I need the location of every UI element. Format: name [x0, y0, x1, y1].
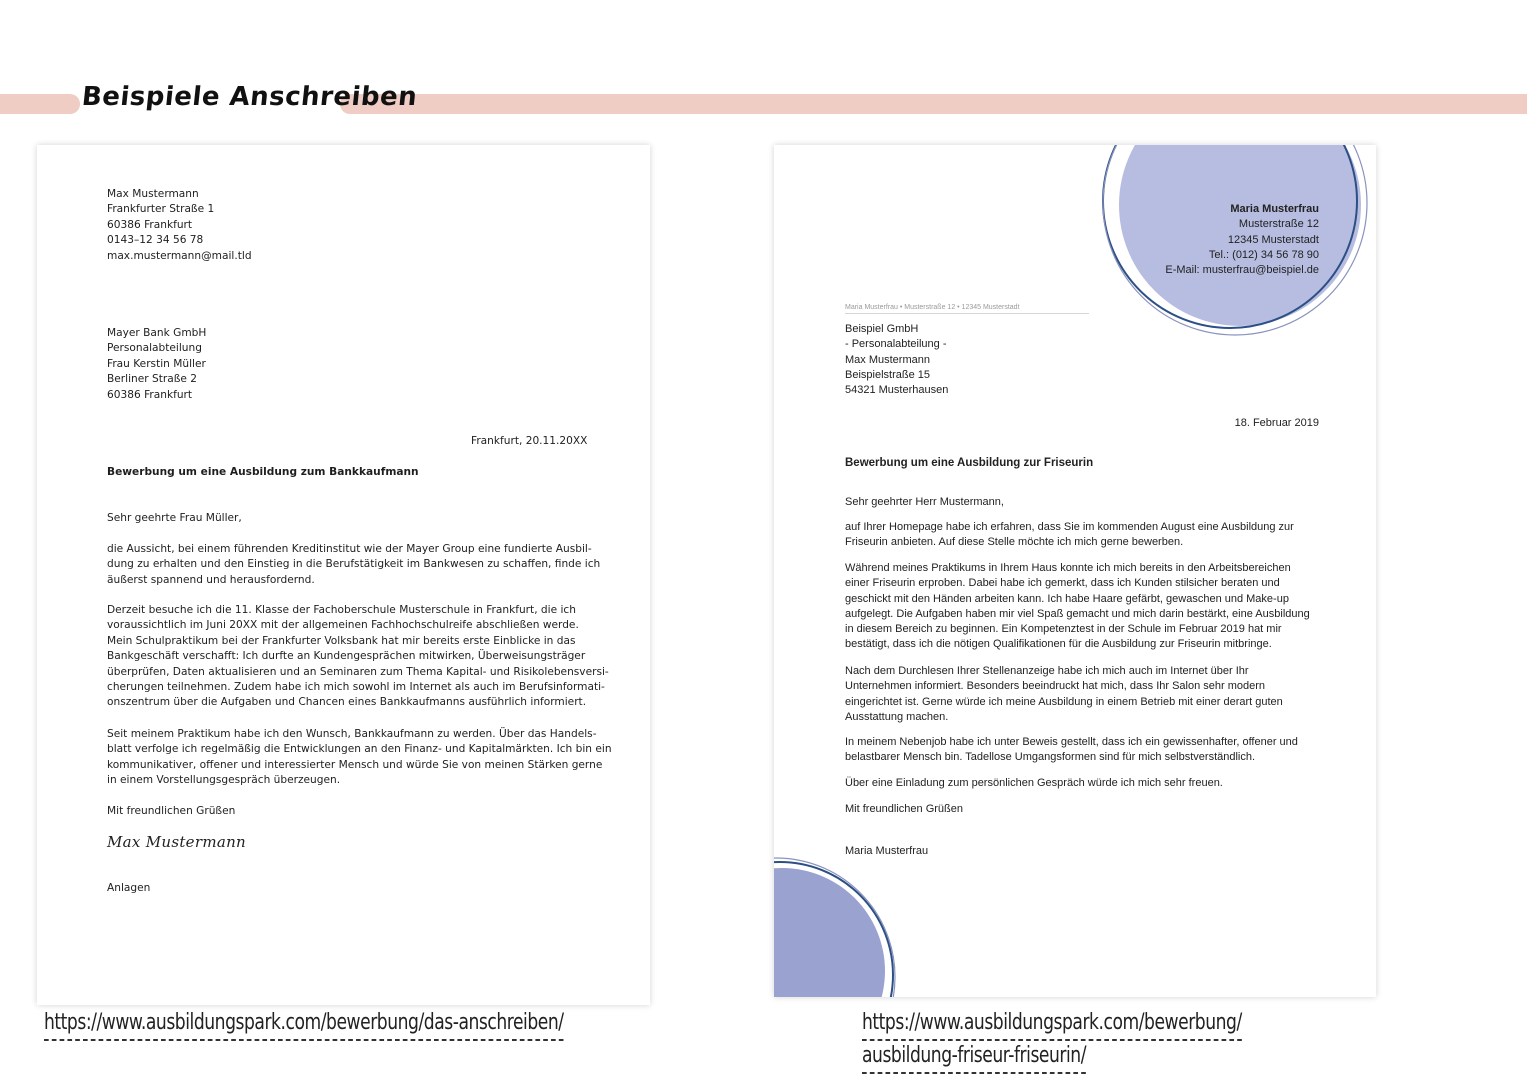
letter-paragraph	[845, 561, 1310, 653]
sender-phone: Tel.: (012) 34 56 78 90	[1208, 248, 1319, 261]
paragraph-line: in diesem Bereich zu beginnen. Ein Kompetenztest in der Schule im Februar 2019 hat mir	[845, 623, 1282, 636]
letter-closing: Mit freundlichen Grüßen	[107, 805, 236, 817]
paragraph-line: cherungen teilnehmen. Zudem habe ich mich sowohl im Internet als auch im Berufsinformati-	[107, 681, 605, 694]
signature: Max Mustermann	[107, 833, 247, 851]
signature: Maria Musterfrau	[845, 845, 929, 857]
letter-date: 18. Februar 2019	[1234, 417, 1319, 429]
paragraph-line: Ausstattung machen.	[845, 710, 949, 723]
paragraph-line: Nach dem Durchlesen Ihrer Stellenanzeige habe ich mich auch im Internet über Ihr	[845, 665, 1249, 677]
sender-address-block	[1165, 202, 1319, 278]
letter-paragraph	[107, 727, 612, 789]
letter-paragraph	[845, 735, 1298, 766]
letter-enclosures: Anlagen	[107, 882, 151, 894]
source-link-line[interactable]: ausbildung-friseur-friseurin/	[862, 1041, 1086, 1074]
recipient-line: Berliner Straße 2	[107, 373, 198, 386]
recipient-line: 60386 Frankfurt	[107, 388, 193, 401]
sender-line: Max Mustermann	[107, 188, 199, 200]
letter-example-bankkaufmann	[37, 145, 650, 1005]
paragraph-line: Über eine Einladung zum persönlichen Gespräch würde ich mich sehr freuen.	[845, 777, 1223, 789]
paragraph-line: eingerichtet ist. Gerne würde ich meine Ausbildung in einem Betrieb mit einer derart guten	[845, 695, 1283, 708]
paragraph-line: die Aussicht, bei einem führenden Kreditinstitut wie der Mayer Group eine fundierte Ausbil-	[107, 543, 592, 555]
source-link-right[interactable]	[862, 1008, 1242, 1074]
paragraph-line: überprüfen, Daten aktualisieren und an Seminaren zum Thema Kapital- und Risikolebensversi-	[107, 665, 609, 678]
paragraph-line: Derzeit besuche ich die 11. Klasse der Fachoberschule Musterschule in Frankfurt, die ich	[107, 604, 576, 616]
page-title: Beispiele Anschreiben	[80, 82, 419, 112]
sender-line: max.mustermann@mail.tld	[107, 249, 252, 262]
paragraph-line: Seit meinem Praktikum habe ich den Wunsch, Bankkaufmann zu werden. Über das Handels-	[107, 728, 597, 740]
letter-date: Frankfurt, 20.11.20XX	[471, 435, 588, 447]
letter-paragraph	[845, 664, 1283, 725]
paragraph-line: Bankgeschäft verschafft: Ich durfte an Kundengesprächen mitwirken, Überweisungsträger	[107, 650, 586, 663]
sender-line: Frankfurter Straße 1	[107, 203, 215, 216]
paragraph-line: Unternehmen informiert. Besonders beeindruckt hat mich, dass Ihr Salon sehr modern	[845, 680, 1266, 693]
recipient-address-block	[845, 322, 948, 398]
recipient-line: Frau Kerstin Müller	[107, 357, 206, 370]
paragraph-line: auf Ihrer Homepage habe ich erfahren, dass Sie im kommenden August eine Ausbildung zur	[845, 521, 1294, 533]
recipient-line: Personalabteilung	[107, 342, 202, 355]
source-link-left[interactable]	[44, 1008, 564, 1041]
paragraph-line: bestätigt, dass ich die nötigen Qualifikationen für die Ausbildung zur Friseurin mitbringe.	[845, 638, 1272, 651]
recipient-line: 54321 Musterhausen	[845, 384, 949, 397]
source-link-line[interactable]: https://www.ausbildungspark.com/bewerbung/das-anschreiben/	[44, 1008, 564, 1041]
sender-street: Musterstraße 12	[1238, 218, 1319, 231]
paragraph-line: voraussichtlich im Juni 20XX mit der allgemeinen Fachhochschulreife abschließen werde.	[107, 619, 579, 632]
paragraph-line: aufgelegt. Die Aufgaben haben mir viel Spaß gemacht und mich darin bestärkt, eine Ausbildung	[845, 607, 1310, 620]
sender-line: 60386 Frankfurt	[107, 218, 193, 231]
recipient-line: Beispiel GmbH	[845, 323, 919, 335]
letter-subject: Bewerbung um eine Ausbildung zum Bankkaufmann	[107, 466, 419, 478]
sender-name: Maria Musterfrau	[1230, 203, 1319, 215]
sender-email: E-Mail: musterfrau@beispiel.de	[1165, 264, 1319, 277]
letter-paragraph	[107, 542, 600, 588]
bottom-circle-fill	[774, 868, 885, 997]
paragraph-line: äußerst spannend und herausfordernd.	[107, 573, 315, 586]
paragraph-line: belastbarer Mensch bin. Tadellose Umgangsformen sind für mich selbstverständlich.	[845, 751, 1256, 764]
letter-example-friseurin	[774, 145, 1376, 997]
letter-paragraph	[107, 603, 609, 711]
recipient-address-block	[107, 326, 206, 403]
recipient-line: - Personalabteilung -	[845, 338, 947, 351]
paragraph-line: einer Friseurin erproben. Dabei habe ich gemerkt, dass ich Kunden stilsicher beraten und	[845, 577, 1280, 590]
paragraph-line: Mein Schulpraktikum bei der Frankfurter Volksbank hat mir bereits erste Einblicke in das	[107, 634, 576, 647]
letter-paragraph	[845, 776, 1223, 791]
sender-address-block	[107, 187, 252, 264]
source-link-line[interactable]: https://www.ausbildungspark.com/bewerbung/	[862, 1008, 1242, 1041]
paragraph-line: Während meines Praktikums in Ihrem Haus konnte ich mich bereits in den Arbeitsbereichen	[845, 562, 1291, 574]
paragraph-line: Friseurin anbieten. Auf diese Stelle möchte ich mich gerne bewerben.	[845, 536, 1184, 549]
letter-closing: Mit freundlichen Grüßen	[845, 803, 963, 815]
paragraph-line: dung zu erhalten und den Einstieg in die Berufstätigkeit im Bankwesen zu schaffen, finde ich	[107, 558, 601, 571]
paragraph-line: kommunikativer, offener und interessierter Mensch und würde Sie von meinen Stärken gerne	[107, 758, 603, 771]
paragraph-line: onszentrum über die Aufgaben und Chancen eines Bankkaufmanns ausführlich informiert.	[107, 696, 587, 709]
paragraph-line: in einem Vorstellungsgespräch überzeugen.	[107, 774, 341, 787]
header-band-left	[0, 94, 80, 114]
letter-salutation: Sehr geehrter Herr Mustermann,	[845, 496, 1004, 508]
recipient-line: Max Mustermann	[845, 353, 930, 366]
sender-city: 12345 Musterstadt	[1227, 233, 1319, 246]
paragraph-line: In meinem Nebenjob habe ich unter Beweis gestellt, dass ich ein gewissenhafter, offener und	[845, 736, 1298, 748]
header-band-right	[340, 94, 1527, 114]
return-address-line: Maria Musterfrau • Musterstraße 12 • 12345 Musterstadt	[845, 304, 1089, 314]
recipient-line: Mayer Bank GmbH	[107, 327, 207, 339]
sender-line: 0143–12 34 56 78	[107, 234, 204, 247]
paragraph-line: blatt verfolge ich regelmäßig die Entwicklungen an den Finanz- und Kapitalmärkten. Ich bin ein	[107, 743, 612, 756]
letter-subject: Bewerbung um eine Ausbildung zur Friseurin	[845, 457, 1094, 469]
letter-salutation: Sehr geehrte Frau Müller,	[107, 512, 242, 524]
recipient-line: Beispielstraße 15	[845, 368, 930, 381]
letter-paragraph	[845, 520, 1294, 551]
paragraph-line: geschickt mit den Händen arbeiten kann. Ich habe Haare gefärbt, gewaschen und Make-up	[845, 592, 1289, 605]
